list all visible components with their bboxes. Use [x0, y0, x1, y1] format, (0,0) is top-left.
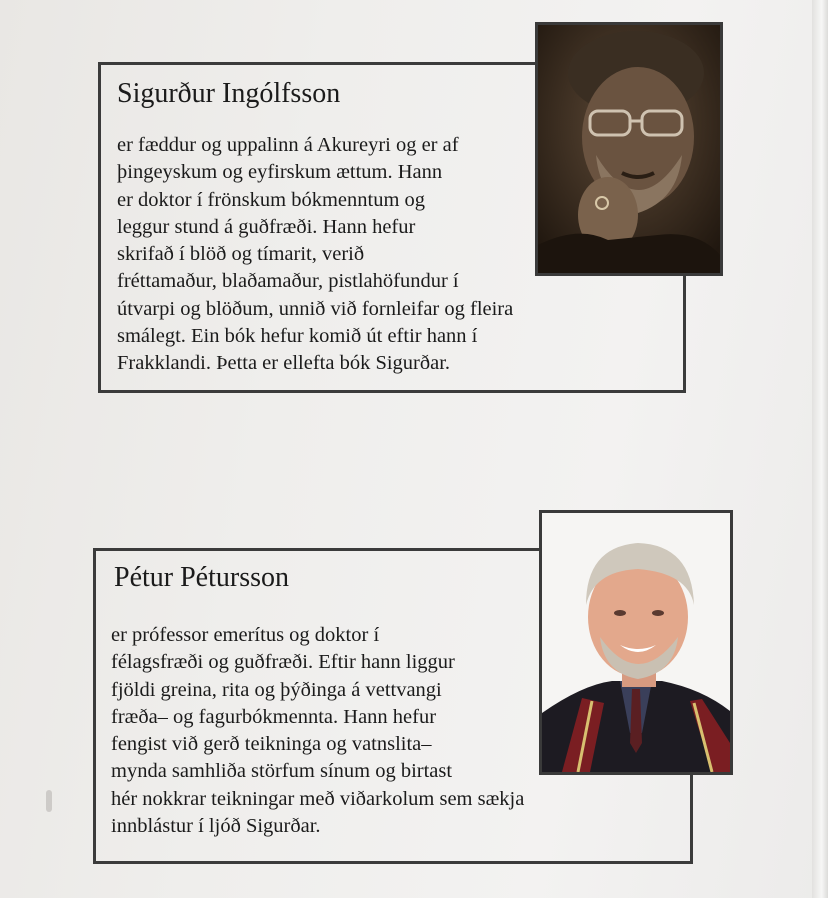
bio-line: fjöldi greina, rita og þýðinga á vettvangi — [111, 678, 442, 701]
paper-smudge — [46, 790, 52, 812]
author-bio-text — [111, 622, 524, 840]
author-photo — [535, 22, 723, 276]
author-name: Pétur Pétursson — [114, 562, 289, 593]
bio-line: fræða– og fagurbókmennta. Hann hefur — [111, 705, 437, 728]
bio-line: smálegt. Ein bók hefur komið út eftir hann í — [117, 325, 478, 348]
bio-line: er doktor í frönskum bókmenntum og — [117, 188, 426, 211]
bio-line: skrifað í blöð og tímarit, verið — [117, 243, 365, 266]
author-portrait-sepia-icon — [538, 25, 720, 273]
bio-line: leggur stund á guðfræði. Hann hefur — [117, 215, 416, 238]
author-portrait-color-icon — [542, 513, 730, 772]
bio-line: er prófessor emerítus og doktor í — [111, 624, 380, 646]
author-bio-text — [117, 132, 513, 378]
bio-line: fréttamaður, blaðamaður, pistlahöfundur í — [117, 270, 459, 293]
bio-line: innblástur í ljóð Sigurðar. — [111, 815, 321, 838]
bio-line: útvarpi og blöðum, unnið við fornleifar og fleira — [117, 297, 514, 320]
author-photo — [539, 510, 733, 775]
bio-line: hér nokkrar teikningar með viðarkolum sem sækja — [111, 787, 525, 810]
bio-line: þingeyskum og eyfirskum ættum. Hann — [117, 161, 443, 184]
bio-line: er fæddur og uppalinn á Akureyri og er af — [117, 134, 459, 156]
bio-line: Frakklandi. Þetta er ellefta bók Sigurðar. — [117, 352, 451, 375]
author-name: Sigurður Ingólfsson — [117, 78, 341, 109]
bio-line: fengist við gerð teikninga og vatnslita– — [111, 733, 432, 756]
bio-line: mynda samhliða störfum sínum og birtast — [111, 760, 453, 783]
page-edge — [812, 0, 828, 898]
bio-line: félagsfræði og guðfræði. Eftir hann liggur — [111, 651, 455, 674]
